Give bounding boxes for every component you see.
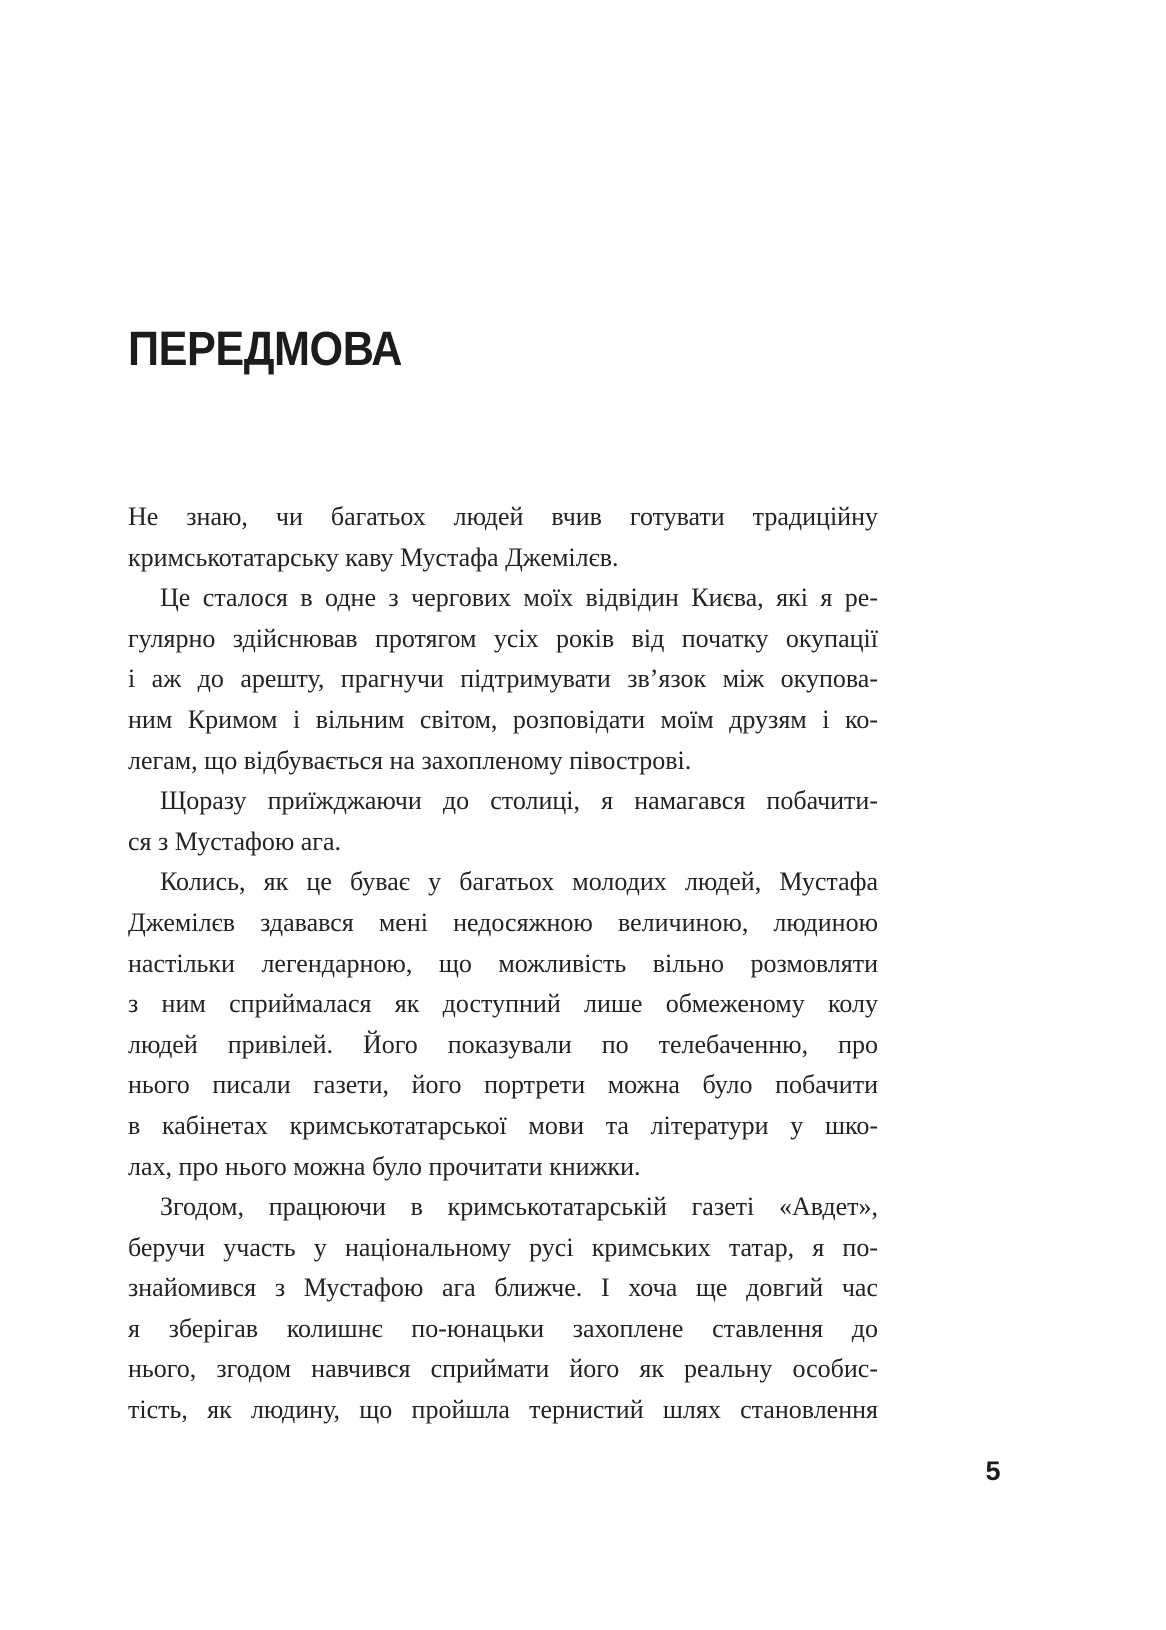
text-line: Щоразу приїжджаючи до столиці, я намагався побачити- (160, 786, 878, 816)
text-line: я зберігав колишнє по-юнацьки захоплене ставлення до (128, 1313, 878, 1343)
text-line: гулярно здійснював протягом усіх років від початку окупації (128, 623, 878, 653)
text-line: Джемілєв здавався мені недосяжною величиною, людиною (128, 907, 878, 937)
text-line: Колись, як це буває у багатьох молодих людей, Мустафа (160, 867, 878, 897)
text-line: беручи участь у національному русі кримських татар, я по- (128, 1232, 878, 1262)
body-text (128, 497, 878, 1431)
page-number: 5 (985, 1456, 1001, 1486)
text-line: з ним сприймалася як доступний лише обмеженому колу (128, 989, 878, 1019)
text-line: ся з Мустафою ага. (128, 826, 342, 856)
text-line: Згодом, працюючи в кримськотатарській газеті «Авдет», (160, 1192, 878, 1222)
text-line: Не знаю, чи багатьох людей вчив готувати традиційну (128, 502, 878, 531)
text-line: ним Кримом і вільним світом, розповідати моїм друзям і ко- (128, 704, 878, 734)
text-line: кримськотатарську каву Мустафа Джемілєв. (128, 542, 619, 572)
page-title: ПЕРЕДМОВА (128, 323, 403, 376)
text-line: людей привілей. Його показували по телебаченню, про (128, 1029, 878, 1059)
text-line: в кабінетах кримськотатарської мови та літератури у шко- (128, 1110, 878, 1140)
text-line: знайомився з Мустафою ага ближче. І хоча ще довгий час (128, 1273, 878, 1303)
text-line: і аж до арешту, прагнучи підтримувати зв’язок між окупова- (128, 664, 878, 694)
text-line: легам, що відбувається на захопленому півострові. (128, 745, 692, 775)
text-line: Це сталося в одне з чергових моїх відвідин Києва, які я ре- (160, 583, 878, 613)
text-line: тість, як людину, що пройшла тернистий шлях становлення (128, 1395, 878, 1425)
text-line: настільки легендарною, що можливість вільно розмовляти (128, 948, 878, 978)
text-line: лах, про нього можна було прочитати книжки. (128, 1151, 641, 1181)
text-line: нього писали газети, його портрети можна було побачити (128, 1070, 878, 1100)
text-line: нього, згодом навчився сприймати його як реальну особис- (128, 1354, 878, 1384)
